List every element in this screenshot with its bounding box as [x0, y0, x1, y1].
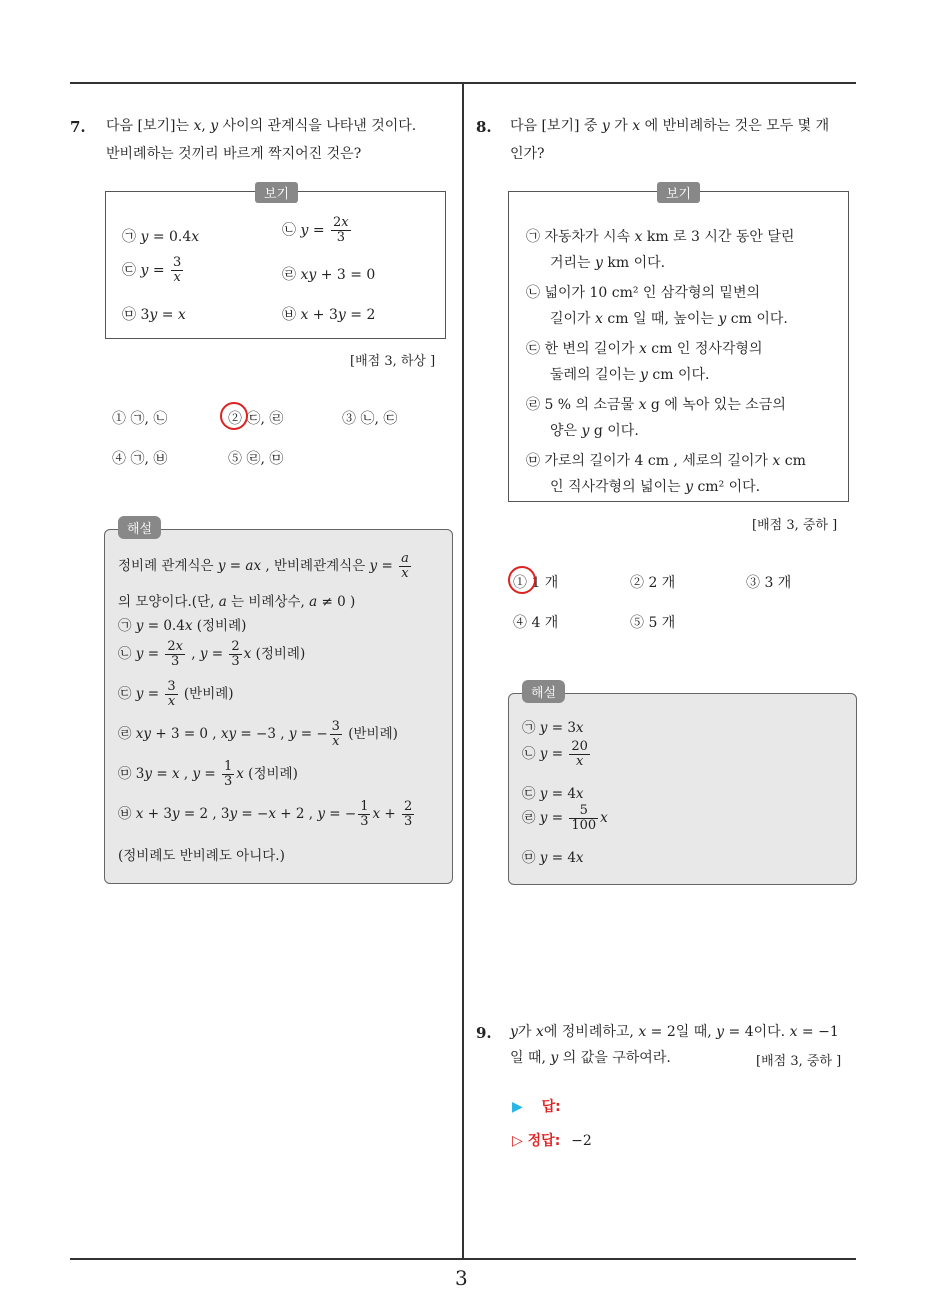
bottom-rule	[70, 1258, 856, 1260]
q7-sol-line-1: 정비례 관계식은 y = ax , 반비례관계식은 y = $\frac{a}{x}$	[118, 551, 409, 581]
q8-bogi-tag: 보기	[657, 182, 700, 203]
q7-item-6: ㉥ x + 3y = 2	[282, 307, 376, 323]
q8-sol-line-5: ㉤ y = 4x	[522, 850, 584, 866]
q8-choice-4[interactable]: ④ 4 개	[513, 615, 559, 631]
q8-item-2a: ㉡ 넓이가 10 cm² 인 삼각형의 밑변의	[526, 285, 761, 301]
q7-score: [배점 3, 하상 ]	[350, 354, 436, 369]
q7-item-1: ㉠ y = 0.4x	[122, 229, 200, 245]
question-8-text-line1: 다음 [보기] 중 y 가 x 에 반비례하는 것은 모두 몇 개	[510, 118, 830, 134]
q8-sol-line-1: ㉠ y = 3x	[522, 720, 584, 736]
q8-item-1b: 거리는 y km 이다.	[550, 255, 666, 271]
q7-item-5: ㉤ 3y = x	[122, 307, 186, 323]
column-divider	[462, 82, 464, 1259]
q8-choice-1[interactable]: ① 1 개	[513, 575, 559, 591]
q7-sol-line-4: ㉡ y = $\frac{2x}{3}$ , y = $\frac{2}{3}$ x (정비례)	[118, 639, 306, 669]
q7-solution-tag: 해설	[118, 516, 161, 539]
q9-score: [배점 3, 중하 ]	[756, 1054, 842, 1069]
q9-correct-value: −2	[571, 1133, 592, 1149]
q7-choice-4[interactable]: ④ ㉠, ㉥	[112, 451, 168, 467]
q9-answer-label[interactable]	[512, 1096, 561, 1116]
q8-sol-line-4: ㉣ y = $\frac{5}{100}$ x	[522, 803, 608, 833]
answer-label-text: 답:	[541, 1099, 561, 1115]
q8-item-3a: ㉢ 한 변의 길이가 x cm 인 정사각형의	[526, 341, 763, 357]
q7-item-2: ㉡ y = $\frac{2x}{3}$	[282, 215, 349, 245]
q7-sol-line-6: ㉣ xy + 3 = 0 , xy = −3 , y = − $\frac{3}{x}$ (반비례)	[118, 719, 398, 749]
q7-sol-line-2: 의 모양이다.(단, a 는 비례상수, a ≠ 0 )	[118, 594, 356, 610]
q7-bogi-tag: 보기	[255, 182, 298, 203]
q7-item-4: ㉣ xy + 3 = 0	[282, 267, 376, 283]
correct-label-text: ▷ 정답:	[512, 1133, 561, 1149]
q7-sol-line-7: ㉤ 3y = x , y = $\frac{1}{3}$ x (정비례)	[118, 759, 298, 789]
q7-choice-3[interactable]: ③ ㉡, ㉢	[342, 411, 398, 427]
q8-choice-2[interactable]: ② 2 개	[630, 575, 676, 591]
q8-item-2b: 길이가 x cm 일 때, 높이는 y cm 이다.	[550, 311, 788, 327]
question-9-text-line2: 일 때, y 의 값을 구하여라.	[510, 1050, 671, 1066]
q8-answer-mark	[508, 566, 536, 594]
q8-choice-3[interactable]: ③ 3 개	[746, 575, 792, 591]
q8-item-5a: ㉤ 가로의 길이가 4 cm , 세로의 길이가 x cm	[526, 453, 806, 469]
q8-sol-line-3: ㉢ y = 4x	[522, 786, 584, 802]
question-7-number: 7.	[70, 118, 86, 136]
q7-choice-1[interactable]: ① ㉠, ㉡	[112, 411, 168, 427]
q7-sol-line-8: ㉥ x + 3y = 2 , 3y = −x + 2 , y = − $\frac{1}{3}$ x + $\frac{2}{3}$	[118, 799, 413, 829]
q9-correct-label	[512, 1130, 592, 1150]
q7-item-3: ㉢ y = $\frac{3}{x}$	[122, 255, 182, 285]
page-number: 3	[455, 1266, 468, 1290]
question-7-text-line1: 다음 [보기]는 x, y 사이의 관계식을 나타낸 것이다.	[106, 118, 417, 134]
q8-item-3b: 둘레의 길이는 y cm 이다.	[550, 367, 710, 383]
q7-sol-line-3: ㉠ y = 0.4x (정비례)	[118, 618, 247, 634]
q7-sol-line-9: (정비례도 반비례도 아니다.)	[118, 848, 285, 864]
q8-item-4a: ㉣ 5 % 의 소금물 x g 에 녹아 있는 소금의	[526, 397, 786, 413]
q8-score: [배점 3, 중하 ]	[752, 518, 838, 533]
question-9-text-line1: y가 x에 정비례하고, x = 2일 때, y = 4이다. x = −1	[510, 1024, 839, 1040]
q8-solution-tag: 해설	[522, 680, 565, 703]
question-8-text-line2: 인가?	[510, 146, 545, 162]
q7-choice-5[interactable]: ⑤ ㉣, ㉤	[228, 451, 284, 467]
answer-arrow-icon: ▶	[512, 1099, 523, 1115]
question-9-number: 9.	[476, 1024, 492, 1042]
question-8-number: 8.	[476, 118, 492, 136]
q7-choice-2[interactable]: ② ㉢, ㉣	[228, 411, 284, 427]
q7-sol-line-5: ㉢ y = $\frac{3}{x}$ (반비례)	[118, 679, 234, 709]
question-7-text-line2: 반비례하는 것끼리 바르게 짝지어진 것은?	[106, 146, 362, 162]
q8-item-5b: 인 직사각형의 넓이는 y cm² 이다.	[550, 479, 761, 495]
q7-answer-mark	[220, 402, 248, 430]
q8-sol-line-2: ㉡ y = $\frac{20}{x}$	[522, 739, 588, 769]
q8-choice-5[interactable]: ⑤ 5 개	[630, 615, 676, 631]
q8-item-1a: ㉠ 자동차가 시속 x km 로 3 시간 동안 달린	[526, 229, 795, 245]
q8-item-4b: 양은 y g 이다.	[550, 423, 639, 439]
